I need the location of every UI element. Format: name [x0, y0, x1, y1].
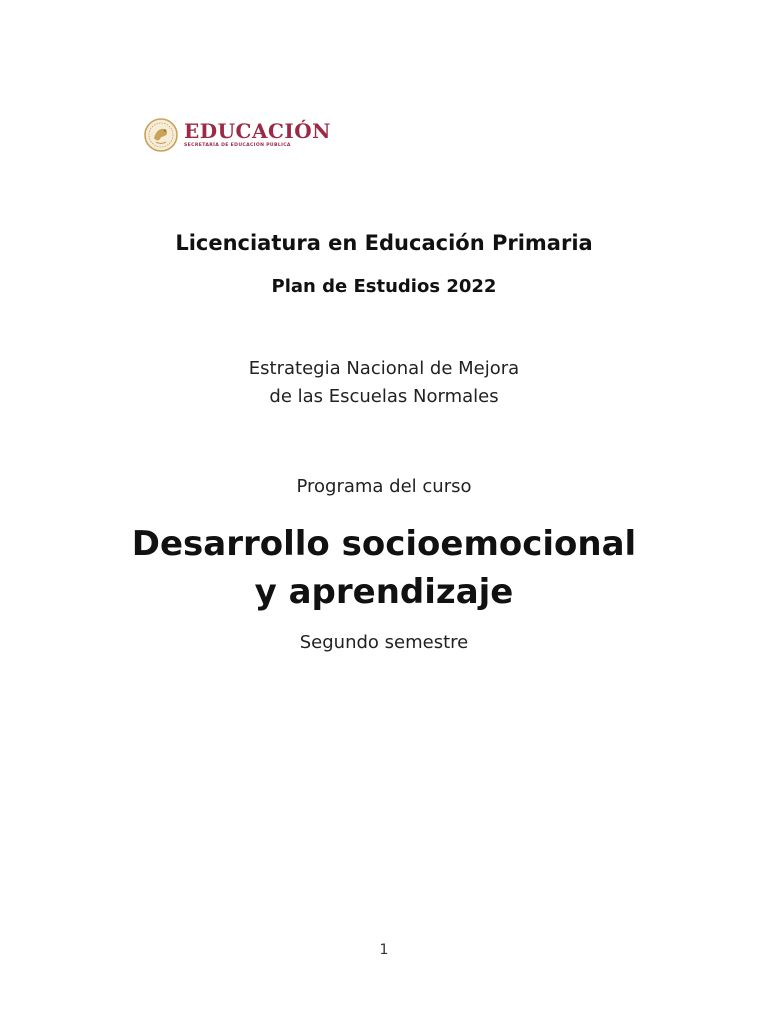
logo-subtitle: SECRETARÍA DE EDUCACIÓN PÚBLICA [184, 143, 291, 149]
strategy-title [0, 355, 768, 411]
logo-title: EDUCACIÓN [184, 119, 331, 144]
strategy-line: Estrategia Nacional de Mejora [248, 358, 520, 379]
degree-title: Licenciatura en Educación Primaria [175, 231, 593, 255]
course-title-line: y aprendizaje [254, 572, 514, 612]
semester: Segundo semestre [299, 632, 469, 653]
coat-of-arms-seal-icon [144, 118, 178, 152]
program-label: Programa del curso [296, 476, 472, 497]
page-number: 1 [379, 942, 389, 958]
course-title [0, 520, 768, 616]
study-plan: Plan de Estudios 2022 [271, 276, 497, 297]
strategy-line: de las Escuelas Normales [269, 386, 499, 407]
sep-logo [144, 113, 344, 157]
course-title-line: Desarrollo socioemocional [131, 524, 637, 564]
